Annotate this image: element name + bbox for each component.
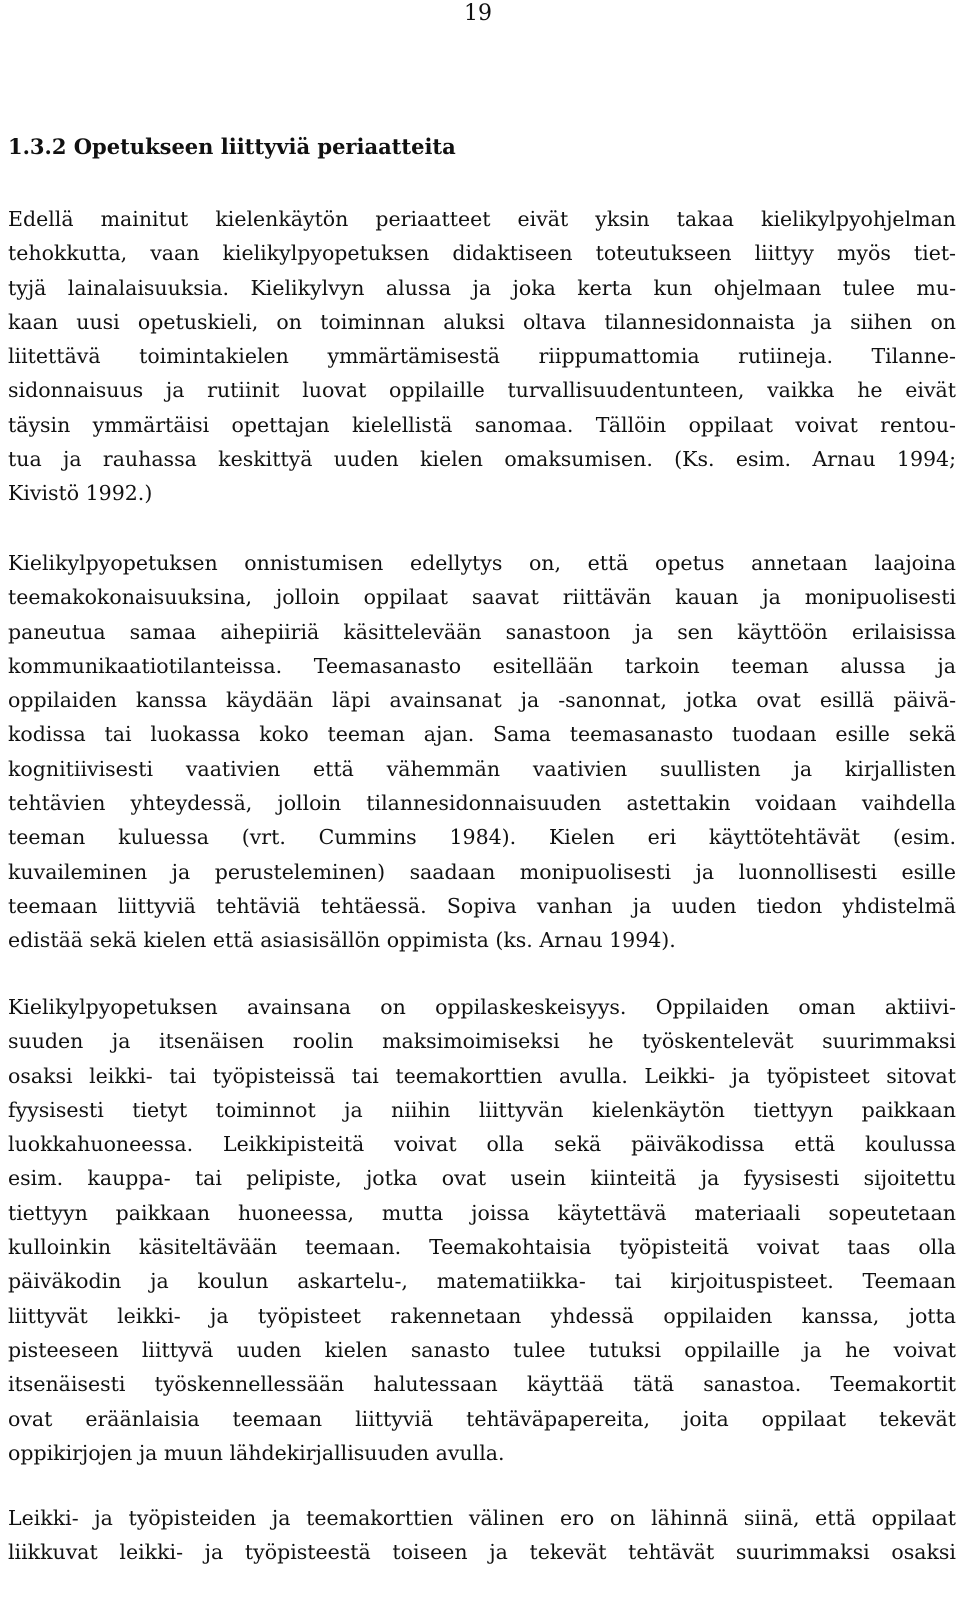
text-line: osaksi leikki- tai työpisteissä tai teemakorttien avulla. Leikki- ja työpisteet sitovat	[8, 1063, 956, 1088]
text-line: tiettyyn paikkaan huoneessa, mutta joissa käytettävä materiaali sopeutetaan	[8, 1200, 956, 1225]
text-line: päiväkodin ja koulun askartelu-, matematiikka- tai kirjoituspisteet. Teemaan	[8, 1269, 956, 1294]
text-line: teemakokonaisuuksina, jolloin oppilaat saavat riittävän kauan ja monipuolisesti	[8, 585, 956, 610]
text-line: kuvaileminen ja perusteleminen) saadaan monipuolisesti ja luonnollisesti esille	[8, 859, 956, 884]
text-line: tyjä lainalaisuuksia. Kielikylvyn alussa ja joka kerta kun ohjelmaan tulee mu-	[8, 275, 956, 300]
text-line: Kielikylpyopetuksen avainsana on oppilaskeskeisyys. Oppilaiden oman aktiivi-	[8, 995, 956, 1019]
text-line: esim. kauppa- tai pelipiste, jotka ovat usein kiinteitä ja fyysisesti sijoitettu	[8, 1166, 956, 1191]
text-line: liitettävä toimintakielen ymmärtämisestä riippumattomia rutiineja. Tilanne-	[8, 344, 956, 369]
text-line: Edellä mainitut kielenkäytön periaatteet eivät yksin takaa kielikylpyohjelman	[8, 207, 956, 231]
text-line: tua ja rauhassa keskittyä uuden kielen omaksumisen. (Ks. esim. Arnau 1994;	[8, 447, 956, 472]
paragraph-2	[8, 546, 956, 958]
paragraph-4	[8, 1501, 956, 1570]
text-line: kommunikaatiotilanteissa. Teemasanasto esitellään tarkoin teeman alussa ja	[8, 653, 956, 678]
text-line: teemaan liittyviä tehtäviä tehtäessä. Sopiva vanhan ja uuden tiedon yhdistelmä	[8, 893, 956, 918]
text-line: Leikki- ja työpisteiden ja teemakorttien välinen ero on lähinnä siinä, että oppilaat	[8, 1506, 956, 1530]
text-line: oppikirjojen ja muun lähdekirjallisuuden avulla.	[8, 1440, 505, 1465]
paragraph-1	[8, 202, 956, 511]
text-line: liittyvät leikki- ja työpisteet rakennetaan yhdessä oppilaiden kanssa, jotta	[8, 1303, 956, 1328]
text-line: kognitiivisesti vaativien että vähemmän vaativien suullisten ja kirjallisten	[8, 756, 956, 781]
paragraph-3	[8, 990, 956, 1470]
page-number: 19	[464, 1, 492, 26]
text-line: liikkuvat leikki- ja työpisteestä toiseen ja tekevät tehtävät suurimmaksi osaksi	[8, 1540, 956, 1565]
text-line: kaan uusi opetuskieli, on toiminnan aluksi oltava tilannesidonnaista ja siihen on	[8, 309, 956, 334]
text-line: luokkahuoneessa. Leikkipisteitä voivat olla sekä päiväkodissa että koulussa	[8, 1132, 956, 1157]
section-heading: 1.3.2 Opetukseen liittyviä periaatteita	[8, 134, 456, 159]
text-line: kulloinkin käsiteltävään teemaan. Teemakohtaisia työpisteitä voivat taas olla	[8, 1235, 956, 1260]
text-line: fyysisesti tietyt toiminnot ja niihin liittyvän kielenkäytön tiettyyn paikkaan	[8, 1097, 956, 1122]
text-line: oppilaiden kanssa käydään läpi avainsanat ja -sanonnat, jotka ovat esillä päivä-	[8, 688, 956, 713]
text-line: edistää sekä kielen että asiasisällön oppimista (ks. Arnau 1994).	[8, 928, 676, 953]
text-line: teeman kuluessa (vrt. Cummins 1984). Kielen eri käyttötehtävät (esim.	[8, 825, 956, 850]
text-line: tehtävien yhteydessä, jolloin tilannesidonnaisuuden astettakin voidaan vaihdella	[8, 791, 956, 816]
text-line: suuden ja itsenäisen roolin maksimoimiseksi he työskentelevät suurimmaksi	[8, 1029, 956, 1054]
text-line: tehokkutta, vaan kielikylpyopetuksen didaktiseen toteutukseen liittyy myös tiet-	[8, 241, 956, 266]
text-line: Kielikylpyopetuksen onnistumisen edellytys on, että opetus annetaan laajoina	[8, 551, 956, 575]
text-line: ovat eräänlaisia teemaan liittyviä tehtäväpapereita, joita oppilaat tekevät	[8, 1406, 956, 1431]
text-line: täysin ymmärtäisi opettajan kielellistä sanomaa. Tällöin oppilaat voivat rentou-	[8, 412, 956, 437]
text-line: itsenäisesti työskennellessään halutessaan käyttää tätä sanastoa. Teemakortit	[8, 1372, 956, 1397]
text-line: Kivistö 1992.)	[8, 481, 153, 506]
text-line: paneutua samaa aihepiiriä käsittelevään sanastoon ja sen käyttöön erilaisissa	[8, 619, 956, 644]
text-line: kodissa tai luokassa koko teeman ajan. Sama teemasanasto tuodaan esille sekä	[8, 722, 956, 747]
text-line: sidonnaisuus ja rutiinit luovat oppilaille turvallisuudentunteen, vaikka he eivät	[8, 378, 956, 403]
text-line: pisteeseen liittyvä uuden kielen sanasto tulee tutuksi oppilaille ja he voivat	[8, 1337, 956, 1362]
